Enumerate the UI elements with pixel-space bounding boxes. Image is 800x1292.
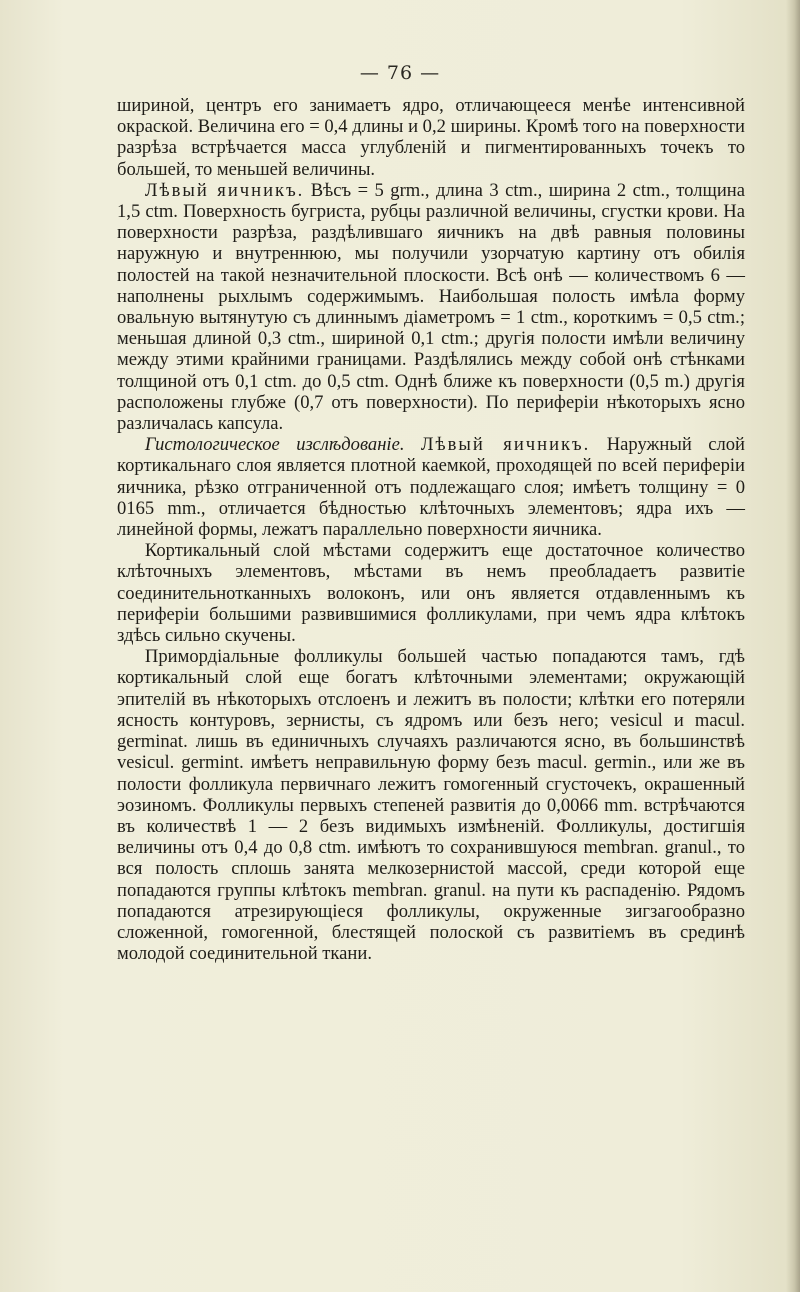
histology-heading: Гистологическое изслѣдованіе. bbox=[144, 434, 405, 456]
paragraph-1-text: шириной, центръ его занимаетъ ядро, отличающееся менѣе интенсивной окраской. Величина его = 0,4 длины и 0,2 ширины. Кромѣ того на поверхности разрѣза встрѣчается масса углубленій и пигментированныхъ точекъ то большей, то меньшей величины. bbox=[117, 95, 745, 180]
paragraph-2-text: Вѣсъ = 5 grm., длина 3 ctm., ширина 2 ctm., толщина 1,5 ctm. Поверхность бугриста, рубцы различной величины, сгустки крови. На поверхности разрѣза, раздѣлившаго яичникъ на двѣ равныя половины наружную и внутреннюю, мы получили узорчатую картину отъ обилія полостей на такой незначительной плоскости. Всѣ онѣ — количествомъ 6 — наполнены рыхлымъ содержимымъ. Наибольшая полость имѣла форму овальную вытянутую съ длиннымъ діаметромъ = 1 ctm., короткимъ = 0,5 ctm.; меньшая длиной 0,3 ctm., шириной 0,1 ctm.; другія полости имѣли величину между этими крайними границами. Раздѣлялись между собой онѣ стѣнками толщиной отъ 0,1 ctm. до 0,5 ctm. Однѣ ближе къ поверхности (0,5 m.) другія расположены глубже (0,7 отъ поверхности). По периферіи нѣкоторыхъ ясно различалась капсула. bbox=[117, 179, 745, 435]
paragraph-3 bbox=[117, 434, 745, 540]
left-ovary-heading: Лѣвый яичникъ. bbox=[144, 179, 305, 201]
paragraph-4 bbox=[117, 540, 745, 646]
paragraph-5 bbox=[117, 646, 745, 964]
paragraph-5-text: Примордіальные фолликулы большей частью попадаются тамъ, гдѣ кортикальный слой еще богатъ клѣточными элементами; окружающій эпителій въ нѣкоторыхъ отслоенъ и лежитъ въ полости; клѣтки его потеряли ясность контуровъ, зернисты, съ ядромъ или безъ него; vesicul и macul. germinat. лишь въ единичныхъ случаяхъ различаются ясно, въ большинствѣ vesicul. germint. имѣетъ неправильную форму безъ macul. germin., или же въ полости фолликула первичнаго лежитъ гомогенный сгусточекъ, окрашенный эозиномъ. Фолликулы первыхъ степеней развитія до 0,0066 mm. встрѣчаются въ количествѣ 1 — 2 безъ видимыхъ измѣненій. Фолликулы, достигшія величины отъ 0,4 до 0,8 ctm. имѣютъ то сохранившуюся membran. granul., то вся полость сплошь занята мелкозернистой массой, среди которой еще попадаются группы клѣтокъ membran. granul. на пути къ распаденію. Рядомъ попадаются атрезирующіеся фолликулы, окруженные зигзагообразно сложенной, гомогенной, блестящей полоской съ развитіемъ въ срединѣ молодой соединительной ткани. bbox=[117, 646, 745, 965]
paragraph-3-text: Наружный слой кортикальнаго слоя является плотной каемкой, проходящей по всей периферіи яичника, рѣзко отграниченной отъ подлежащаго слоя; имѣетъ толщину = 0 0165 mm., отличается бѣдностью клѣточныхъ элементовъ; ядра ихъ — линейной формы, лежатъ параллельно поверхности яичника. bbox=[117, 434, 745, 541]
page-number: — 76 — bbox=[359, 62, 441, 84]
paragraph-1 bbox=[117, 95, 745, 180]
paragraph-4-text: Кортикальный слой мѣстами содержитъ еще достаточное количество клѣточныхъ элементовъ, мѣстами въ немъ преобладаетъ развитіе соединительнотканныхъ волоконъ, или онъ является отдавленнымъ къ периферіи большими развившимися фолликулами, при чемъ ядра клѣтокъ здѣсь сильно скучены. bbox=[117, 540, 745, 647]
left-ovary-subheading: Лѣвый яичникъ. bbox=[420, 434, 591, 456]
page-edge-shadow bbox=[786, 0, 800, 1292]
paragraph-2 bbox=[117, 180, 745, 434]
paragraph-3-space bbox=[405, 434, 421, 455]
page-body bbox=[117, 95, 745, 964]
